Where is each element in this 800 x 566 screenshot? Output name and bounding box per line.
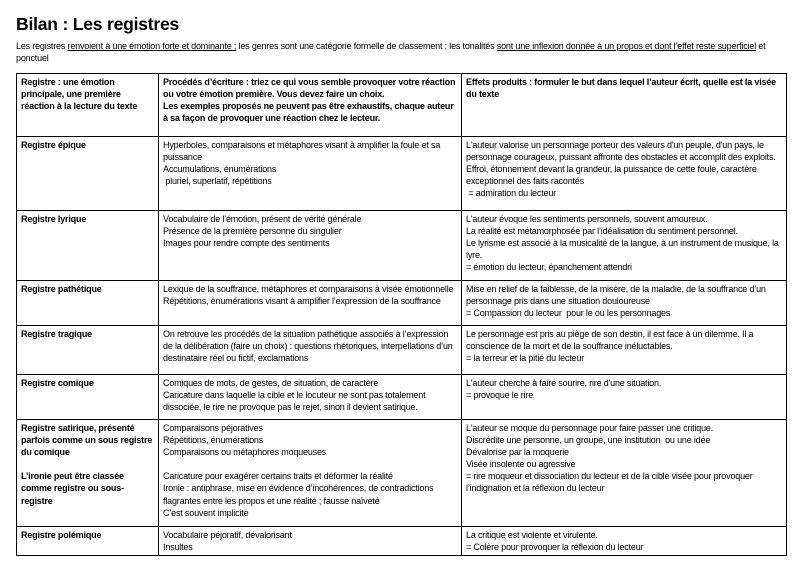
cell-registre-lyrique: Registre lyrique bbox=[17, 211, 159, 281]
cell-procedes-pathetique: Lexique de la souffrance, métaphores et comparaisons à visée émotionnelle Répétitions, énumérations visant à amplifier l’expression de la souffrance bbox=[159, 281, 462, 326]
cell-procedes-satirique: Comparaisons péjoratives Répétitions, énumérations Comparaisons ou métaphores moqueuses Caricature pour exagérer certains traits et déformer la réalité Ironie : antiphrase, mise en évidence d’incohérences, de contradictions flagrantes entre les propos et une réalité ; fausse naïveté C’est souvent implicite bbox=[159, 420, 462, 527]
cell-effets-pathetique: Mise en relief de la faiblesse, de la misère, de la maladie, de la souffrance d’un personnage pris dans une situation douloureuse = Compassion du lecteur pour le ou les personnages bbox=[462, 281, 787, 326]
cell-registre-polemique: Registre polémique bbox=[17, 527, 159, 556]
cell-procedes-epique: Hyperboles, comparaisons et métaphores visant à amplifier la foule et sa puissance Accumulations, énumérations pluriel, superlatif, répétitions bbox=[159, 137, 462, 211]
header-cell-procedes: Procédés d’écriture : triez ce qui vous semble provoquer votre réaction ou votre émotion première. Vous devez faire un choix. Les exemples proposés ne peuvent pas être exhaustifs, chaque auteur à sa façon de provoquer une réaction chez le lecteur. bbox=[159, 74, 462, 137]
table-row-satirique bbox=[17, 420, 787, 527]
intro-underline1: renvoient à une émotion forte et dominante ; bbox=[67, 41, 237, 51]
cell-procedes-lyrique: Vocabulaire de l’émotion, présent de vérité générale Présence de la première personne du singulier Images pour rendre compte des sentiments bbox=[159, 211, 462, 281]
document-title: Bilan : Les registres bbox=[16, 14, 180, 34]
cell-effets-polemique: La critique est violente et virulente. = Colère pour provoquer la réflexion du lecteur bbox=[462, 527, 787, 556]
cell-effets-epique: L'auteur valorise un personnage porteur des valeurs d'un peuple, d'un pays, le personnage courageux, puissant affronte des obstacles et accomplit des exploits. Effroi, étonnement devant la grandeur, la puissance de cette foule, caractère exceptionnel des faits racontés = admiration du lecteur bbox=[462, 137, 787, 211]
cell-registre-comique: Registre comique bbox=[17, 375, 159, 420]
cell-procedes-polemique: Vocabulaire péjoratif, dévalorisant Insultes bbox=[159, 527, 462, 556]
cell-procedes-comique: Comiques de mots, de gestes, de situation, de caractère Caricature dans laquelle la cible et le locuteur ne sont pas totalement dissociée, le rire ne provoque pas le rejet, sinon il devient satirique. bbox=[159, 375, 462, 420]
intro-part2: les genres sont une catégorie formelle de classement ; les tonalités bbox=[236, 41, 497, 51]
table-row-pathetique bbox=[17, 281, 787, 326]
cell-registre-satirique: Registre satirique, présenté parfois comme un sous registre du comique L’ironie peut être classée comme registre ou sous-registre bbox=[17, 420, 159, 527]
cell-registre-tragique: Registre tragique bbox=[17, 326, 159, 375]
cell-effets-satirique: L'auteur se moque du personnage pour faire passer une critique. Discrédite une personne, un groupe, une institution ou une idée Dévalorise par la moquerie Visée insolente ou agressive = rire moqueur et dissociation du lecteur et de la cible visée pour provoquer l’indignation et la réflexion du lecteur bbox=[462, 420, 787, 527]
cell-registre-pathetique: Registre pathétique bbox=[17, 281, 159, 326]
table-header-row bbox=[17, 74, 787, 137]
intro-part3: et ponctuel bbox=[16, 41, 766, 63]
cell-effets-comique: L'auteur cherche à faire sourire, rire d'une situation. = provoque le rire bbox=[462, 375, 787, 420]
table-row-epique bbox=[17, 137, 787, 211]
intro-part1: Les registres bbox=[16, 41, 68, 51]
cell-registre-epique: Registre épique bbox=[17, 137, 159, 211]
table-row-lyrique bbox=[17, 211, 787, 281]
intro-underline2: sont une inflexion donnée à un propos et dont l’effet reste superficiel bbox=[496, 41, 757, 51]
cell-effets-tragique: Le personnage est pris au piège de son destin, il est face à un dilemme. Il a conscience de la mort et de la souffrance inéluctables. = la terreur et la pitié du lecteur bbox=[462, 326, 787, 375]
cell-effets-lyrique: L'auteur évoque les sentiments personnels, souvent amoureux. La réalité est métamorphosée par l’idéalisation du sentiment personnel. Le lyrisme est associé à la musicalité de la langue, à un instrument de musique, la lyre. = émotion du lecteur, épanchement attendri bbox=[462, 211, 787, 281]
header-cell-effets: Effets produits : formuler le but dans lequel l’auteur écrit, quelle est la visée du texte bbox=[462, 74, 787, 137]
table-row-tragique bbox=[17, 326, 787, 375]
intro-text bbox=[16, 40, 788, 64]
registres-table bbox=[16, 73, 787, 556]
table-row-comique bbox=[17, 375, 787, 420]
table-row-polemique bbox=[17, 527, 787, 556]
header-cell-registre: Registre : une émotion principale, une première réaction à la lecture du texte bbox=[17, 74, 159, 137]
cell-procedes-tragique: On retrouve les procédés de la situation pathétique associés à l’expression de la délibération (faire un choix) : questions rhétoriques, interpellations d’un destinataire réel ou fictif, exclamations bbox=[159, 326, 462, 375]
